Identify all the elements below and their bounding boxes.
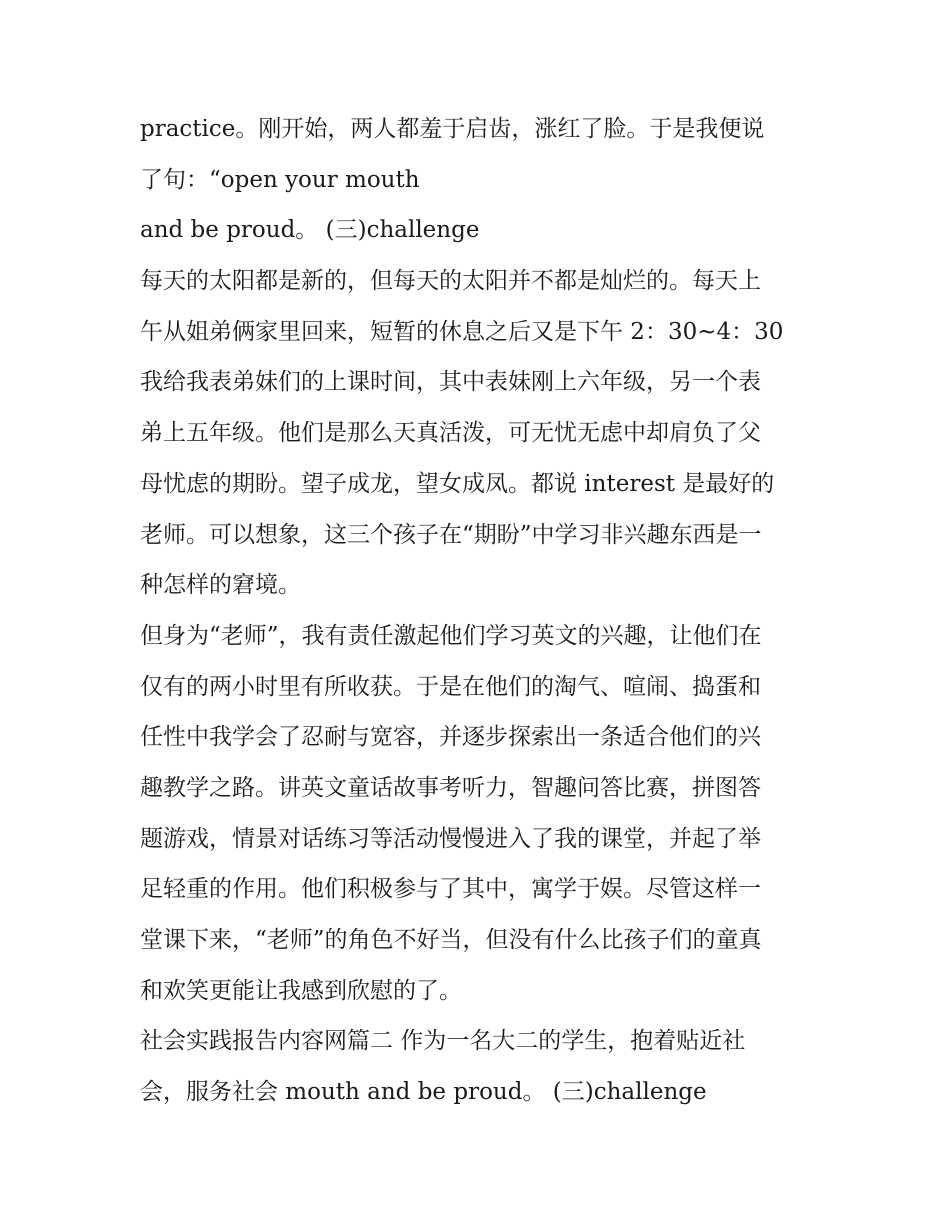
text-line: 但身为“老师”，我有责任激起他们学习英文的兴趣，让他们在 (140, 622, 762, 649)
text-line: 每天的太阳都是新的，但每天的太阳并不都是灿烂的。每天上 (140, 268, 761, 295)
text-line: 老师。可以想象，这三个孩子在“期盼”中学习非兴趣东西是一 (140, 521, 762, 548)
text-line: 任性中我学会了忍耐与宽容，并逐步探索出一条适合他们的兴 (140, 724, 761, 751)
text-line: practice。刚开始，两人都羞于启齿，涨红了脸。于是我便说 (140, 116, 765, 142)
text-line: 足轻重的作用。他们积极参与了其中，寓学于娱。尽管这样一 (140, 876, 761, 903)
text-line: 题游戏，情景对话练习等活动慢慢进入了我的课堂，并起了举 (140, 825, 761, 852)
text-line: 了句：“open your mouth (140, 166, 420, 193)
text-line: 仅有的两小时里有所收获。于是在他们的淘气、喧闹、捣蛋和 (140, 673, 761, 700)
text-line: 午从姐弟俩家里回来，短暂的休息之后又是下午 2：30~4：30 (140, 318, 784, 345)
text-line: 我给我表弟妹们的上课时间，其中表妹刚上六年级，另一个表 (140, 369, 761, 396)
text-line: 种怎样的窘境。 (140, 572, 301, 599)
text-line: 趣教学之路。讲英文童话故事考听力，智趣问答比赛，拼图答 (140, 774, 761, 801)
text-line: 会，服务社会 mouth and be proud。 (三)challenge (140, 1079, 707, 1106)
text-line: 弟上五年级。他们是那么天真活泼，可无忧无虑中却肩负了父 (140, 420, 761, 447)
text-line: 堂课下来，“老师”的角色不好当，但没有什么比孩子们的童真 (140, 927, 762, 953)
text-line: 母忧虑的期盼。望子成龙，望女成凤。都说 interest 是最好的 (140, 470, 775, 497)
text-line: 社会实践报告内容网篇二 作为一名大二的学生，抱着贴近社 (140, 1028, 746, 1055)
document-body (140, 104, 812, 1118)
text-line: and be proud。 (三)challenge (140, 217, 480, 244)
text-line: 和欢笑更能让我感到欣慰的了。 (140, 977, 462, 1004)
